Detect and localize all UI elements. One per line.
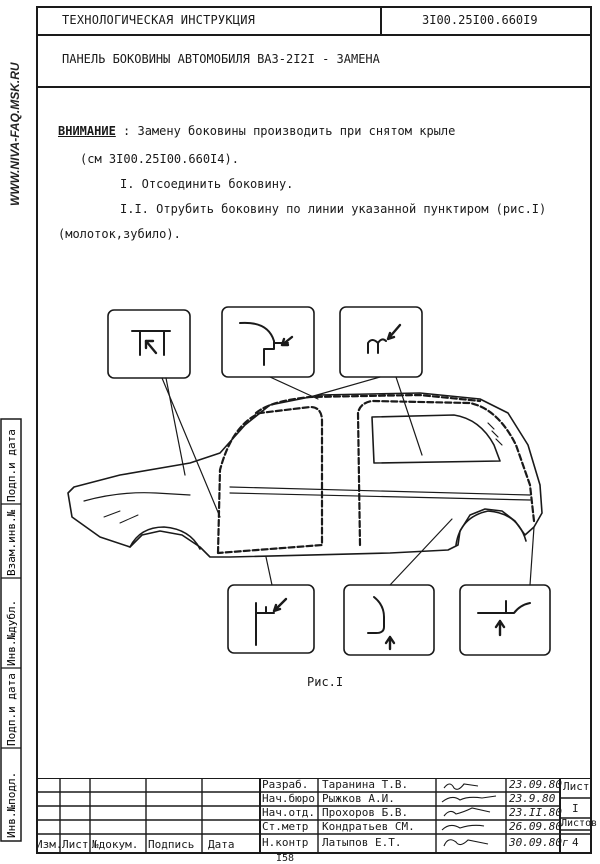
watermark-text: WWW.NIVA-FAQ.MSK.RU <box>8 62 22 206</box>
cut-line-front-door <box>218 407 322 553</box>
callout-detail-6 <box>460 527 550 655</box>
tb-role: Нач.отд. <box>262 806 315 819</box>
warning-label: ВНИМАНИЕ <box>58 124 116 138</box>
tb-sheet-value: I <box>572 802 579 815</box>
tb-date: 26.09.80 <box>509 820 562 833</box>
page-number: I58 <box>276 853 295 864</box>
callout-detail-1 <box>108 310 220 517</box>
rear-window <box>372 415 500 463</box>
side-approval-strip <box>0 418 22 842</box>
title-block <box>36 778 598 854</box>
side-label: Инв.№дубл. <box>5 599 18 666</box>
cut-line-rear <box>358 401 534 545</box>
tb-role: Разраб. <box>262 778 309 791</box>
rear-wheel-arch <box>456 511 526 545</box>
tb-date: 23.9.80 <box>509 792 556 805</box>
step-1-1: I.I. Отрубить боковину по линии указанной пунктиром (рис.I) <box>120 202 547 216</box>
step-1-1-tools: (молоток,зубило). <box>58 227 181 241</box>
doc-type: ТЕХНОЛОГИЧЕСКАЯ ИНСТРУКЦИЯ <box>62 13 256 27</box>
figure-car-side-panel <box>60 295 580 665</box>
step-1: I. Отсоединить боковину. <box>120 177 294 191</box>
warning-text: : Замену боковины производить при снятом крыле <box>115 124 456 138</box>
tb-name: Прохоров Б.В. <box>322 806 409 819</box>
tb-col-izm: Изм. <box>36 838 63 851</box>
callout-detail-4 <box>228 557 314 653</box>
tb-sheets-value: 4 <box>572 836 579 849</box>
tb-col-sign: Подпись <box>148 838 195 851</box>
document-header <box>36 6 592 36</box>
tb-sheet-label: Лист <box>563 780 590 793</box>
tb-col-list: Лист <box>62 838 89 851</box>
tb-date: 23.09.80 <box>509 778 562 791</box>
doc-code: 3I00.25I00.660I9 <box>422 13 538 27</box>
tb-date: 30.09.80г <box>509 836 569 849</box>
car-body-outline <box>68 393 542 557</box>
side-label: Подп.и дата <box>5 673 18 746</box>
front-wheel-arch <box>130 527 200 549</box>
tb-sheets-label: Листов <box>561 818 598 829</box>
side-label: Инв.№подл. <box>5 771 18 838</box>
tb-col-doc: №докум. <box>92 838 139 851</box>
callout-detail-3 <box>310 307 422 455</box>
tb-role: Нач.бюро <box>262 792 315 805</box>
side-label: Подп.и дата <box>5 429 18 502</box>
side-label: Взам.инв.№ <box>5 509 18 576</box>
title-band <box>36 36 592 88</box>
warning-ref: (см 3I00.25I00.660I4). <box>80 152 239 166</box>
tb-role: Н.контр <box>262 836 309 849</box>
tb-role: Ст.метр <box>262 820 309 833</box>
header-divider <box>380 6 382 34</box>
tb-name: Латыпов Е.Т. <box>322 836 402 849</box>
tb-date: 23.II.80 <box>509 806 562 819</box>
page-title: ПАНЕЛЬ БОКОВИНЫ АВТОМОБИЛЯ ВАЗ-2I2I - ЗАМЕНА <box>62 52 380 66</box>
tb-col-date: Дата <box>208 838 235 851</box>
signatures <box>438 778 504 854</box>
figure-caption: Рис.I <box>307 675 344 689</box>
watermark <box>4 18 24 208</box>
callout-detail-2 <box>222 307 318 399</box>
tb-name: Рыжков А.И. <box>322 792 395 805</box>
front-fender-detail <box>84 493 190 501</box>
tb-name: Кондратьев СМ. <box>322 820 415 833</box>
vent-marks <box>488 423 502 445</box>
warning-line <box>58 124 455 138</box>
tb-name: Таранина Т.В. <box>322 778 409 791</box>
